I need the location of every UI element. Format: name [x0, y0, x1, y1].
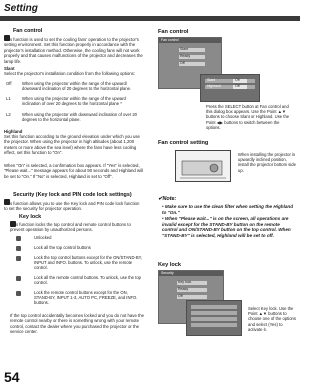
- security-row-3: Off: [178, 294, 183, 298]
- slant-text: Select the projector's installation condition from the following options:: [4, 71, 135, 76]
- page-header-title: Setting: [4, 3, 38, 14]
- panel-title: Fan control: [161, 38, 179, 42]
- note-title: ✔Note:: [158, 196, 177, 202]
- security-section-icon: [4, 192, 10, 198]
- panel-row-label-2: Ready: [180, 54, 191, 58]
- option-off-label: Off: [6, 81, 12, 86]
- security-outro: If the top control accidentally becomes locked and you do not have the remote control nearby or there is something wrong with your remote control, contact the dealer where you purchased the projector or the service center.: [10, 313, 145, 335]
- note-1: • Make sure to use the clean filter when setting the Highland to "On.": [162, 204, 294, 215]
- unlocked-icon: [16, 236, 21, 241]
- keylock-option-remote-partial: Lock the remote control buttons except for the ON, STAND-BY, INPUT 1-3, AUTO PC, FREEZE, and INFO. buttons.: [34, 290, 138, 306]
- option-l1-text: When using the projector within the range of the upward inclination of over 20 degrees to the horizontal plane *: [22, 96, 126, 107]
- fan-control-dialog: [200, 74, 260, 102]
- projector-illustration: [175, 150, 231, 182]
- fan-setting-title: Fan control setting: [158, 140, 209, 146]
- keylock-option-top-partial: Lock the top control buttons except for the ON/STAND-BY, INPUT and INFO. buttons. To unlock, use the remote control.: [34, 255, 143, 271]
- fan-control-section-icon: [4, 28, 10, 34]
- fan-control-intro: This function is used to set the cooling fans' operation to the projector's setting environment. Set this function properly in accordance with the projector's installation method. Otherwise, the cooling fans will not work properly and that causes malfunctions of the projector and decreases the lamp life.: [4, 37, 143, 64]
- option-off-text: When using the projector within the range of the upward/ downward inclination of 20 degrees to the horizontal plane.: [22, 81, 132, 92]
- keylock-option-unlocked: Unlocked: [34, 235, 52, 240]
- top-partial-lock-icon: [16, 256, 21, 261]
- security-row-1: Key lock: [178, 280, 192, 284]
- key-lock-title: Key lock: [19, 214, 42, 220]
- highland-text: Set this function according to the ground elevation under which you use the projector. When using the projector in high altitudes (about 1,200 meters or more above the sea level) where the fans have less cooling effect, set this function to "On".: [4, 134, 140, 156]
- dialog-row-slant: Slant: [207, 78, 215, 82]
- projector-graphic: [176, 151, 230, 181]
- right-key-lock-title: Key lock: [158, 262, 182, 268]
- highland-title: Highland: [4, 129, 23, 134]
- remote-lock-icon: [16, 276, 21, 281]
- note-2: • When "Please wait..." is on the screen, all operations are invalid except for the STAND-BY button on the remote control and ON/STAND-BY button on the top control. When "STAND-BY" is selected, Highland will be set to off.: [162, 216, 291, 238]
- keylock-option-remote-all: Lock all the remote control buttons. To unlock, use the top control.: [34, 275, 141, 286]
- security-title: Security (Key lock and PIN code lock settings): [13, 192, 132, 198]
- highland-text-2: When "On" is selected, a confirmation box appears. If "Yes" is selected, "Please wait..." message appears for about 90 seconds and Highland will be set to "On." If "No" is selected, Highland is set to "Off".: [4, 163, 143, 179]
- key-lock-text: This function locks the top control and remote control buttons to prevent operation by unauthorized persons.: [10, 222, 131, 233]
- option-l2-label: L2: [6, 112, 11, 117]
- top-lock-icon: [16, 246, 21, 251]
- key-lock-icon: [10, 214, 16, 220]
- fan-setting-caption: When installing the projector in upwardly inclined position, install the projector bottom side up.: [238, 152, 296, 173]
- panel-row-label-3: Off: [180, 61, 185, 65]
- key-lock-caption: Select Key lock. Use the Point ▲▼ buttons to choose one of the options and select (Yes) to activate it.: [248, 306, 296, 332]
- option-l2-text: When using the projector with downward inclination of over 20 degrees to the horizontal plane.: [22, 112, 137, 123]
- slant-title: Slant: [4, 66, 15, 71]
- panel-row-label-1: Slant: [180, 47, 188, 51]
- remote-partial-lock-icon: [16, 291, 21, 296]
- right-fan-control-title: Fan control: [158, 29, 189, 35]
- dialog-value-slant: Off: [235, 78, 240, 82]
- keylock-option-top-all: Lock all the top control buttons: [34, 245, 91, 250]
- option-l1-label: L1: [6, 96, 11, 101]
- security-row-2: Ready: [178, 287, 189, 291]
- dialog-row-highland: Highland: [207, 84, 221, 88]
- fan-control-title: Fan control: [13, 28, 43, 34]
- fan-dialog-caption: Press the SELECT button at Fan control and this dialog box appears. Use the Point ▲▼ buttons to choose Slant or Highland. Use the Point ◀▶ buttons to switch between the options.: [206, 104, 290, 130]
- security-panel-title: Security: [161, 271, 174, 275]
- security-intro: This function allows you to use the Key lock and PIN code lock function to set the security for projector operation.: [4, 201, 140, 212]
- page-number: 54: [4, 369, 20, 385]
- header-rule: [0, 16, 300, 21]
- key-lock-submenu: [186, 300, 242, 336]
- dialog-value-highland: Off: [235, 84, 240, 88]
